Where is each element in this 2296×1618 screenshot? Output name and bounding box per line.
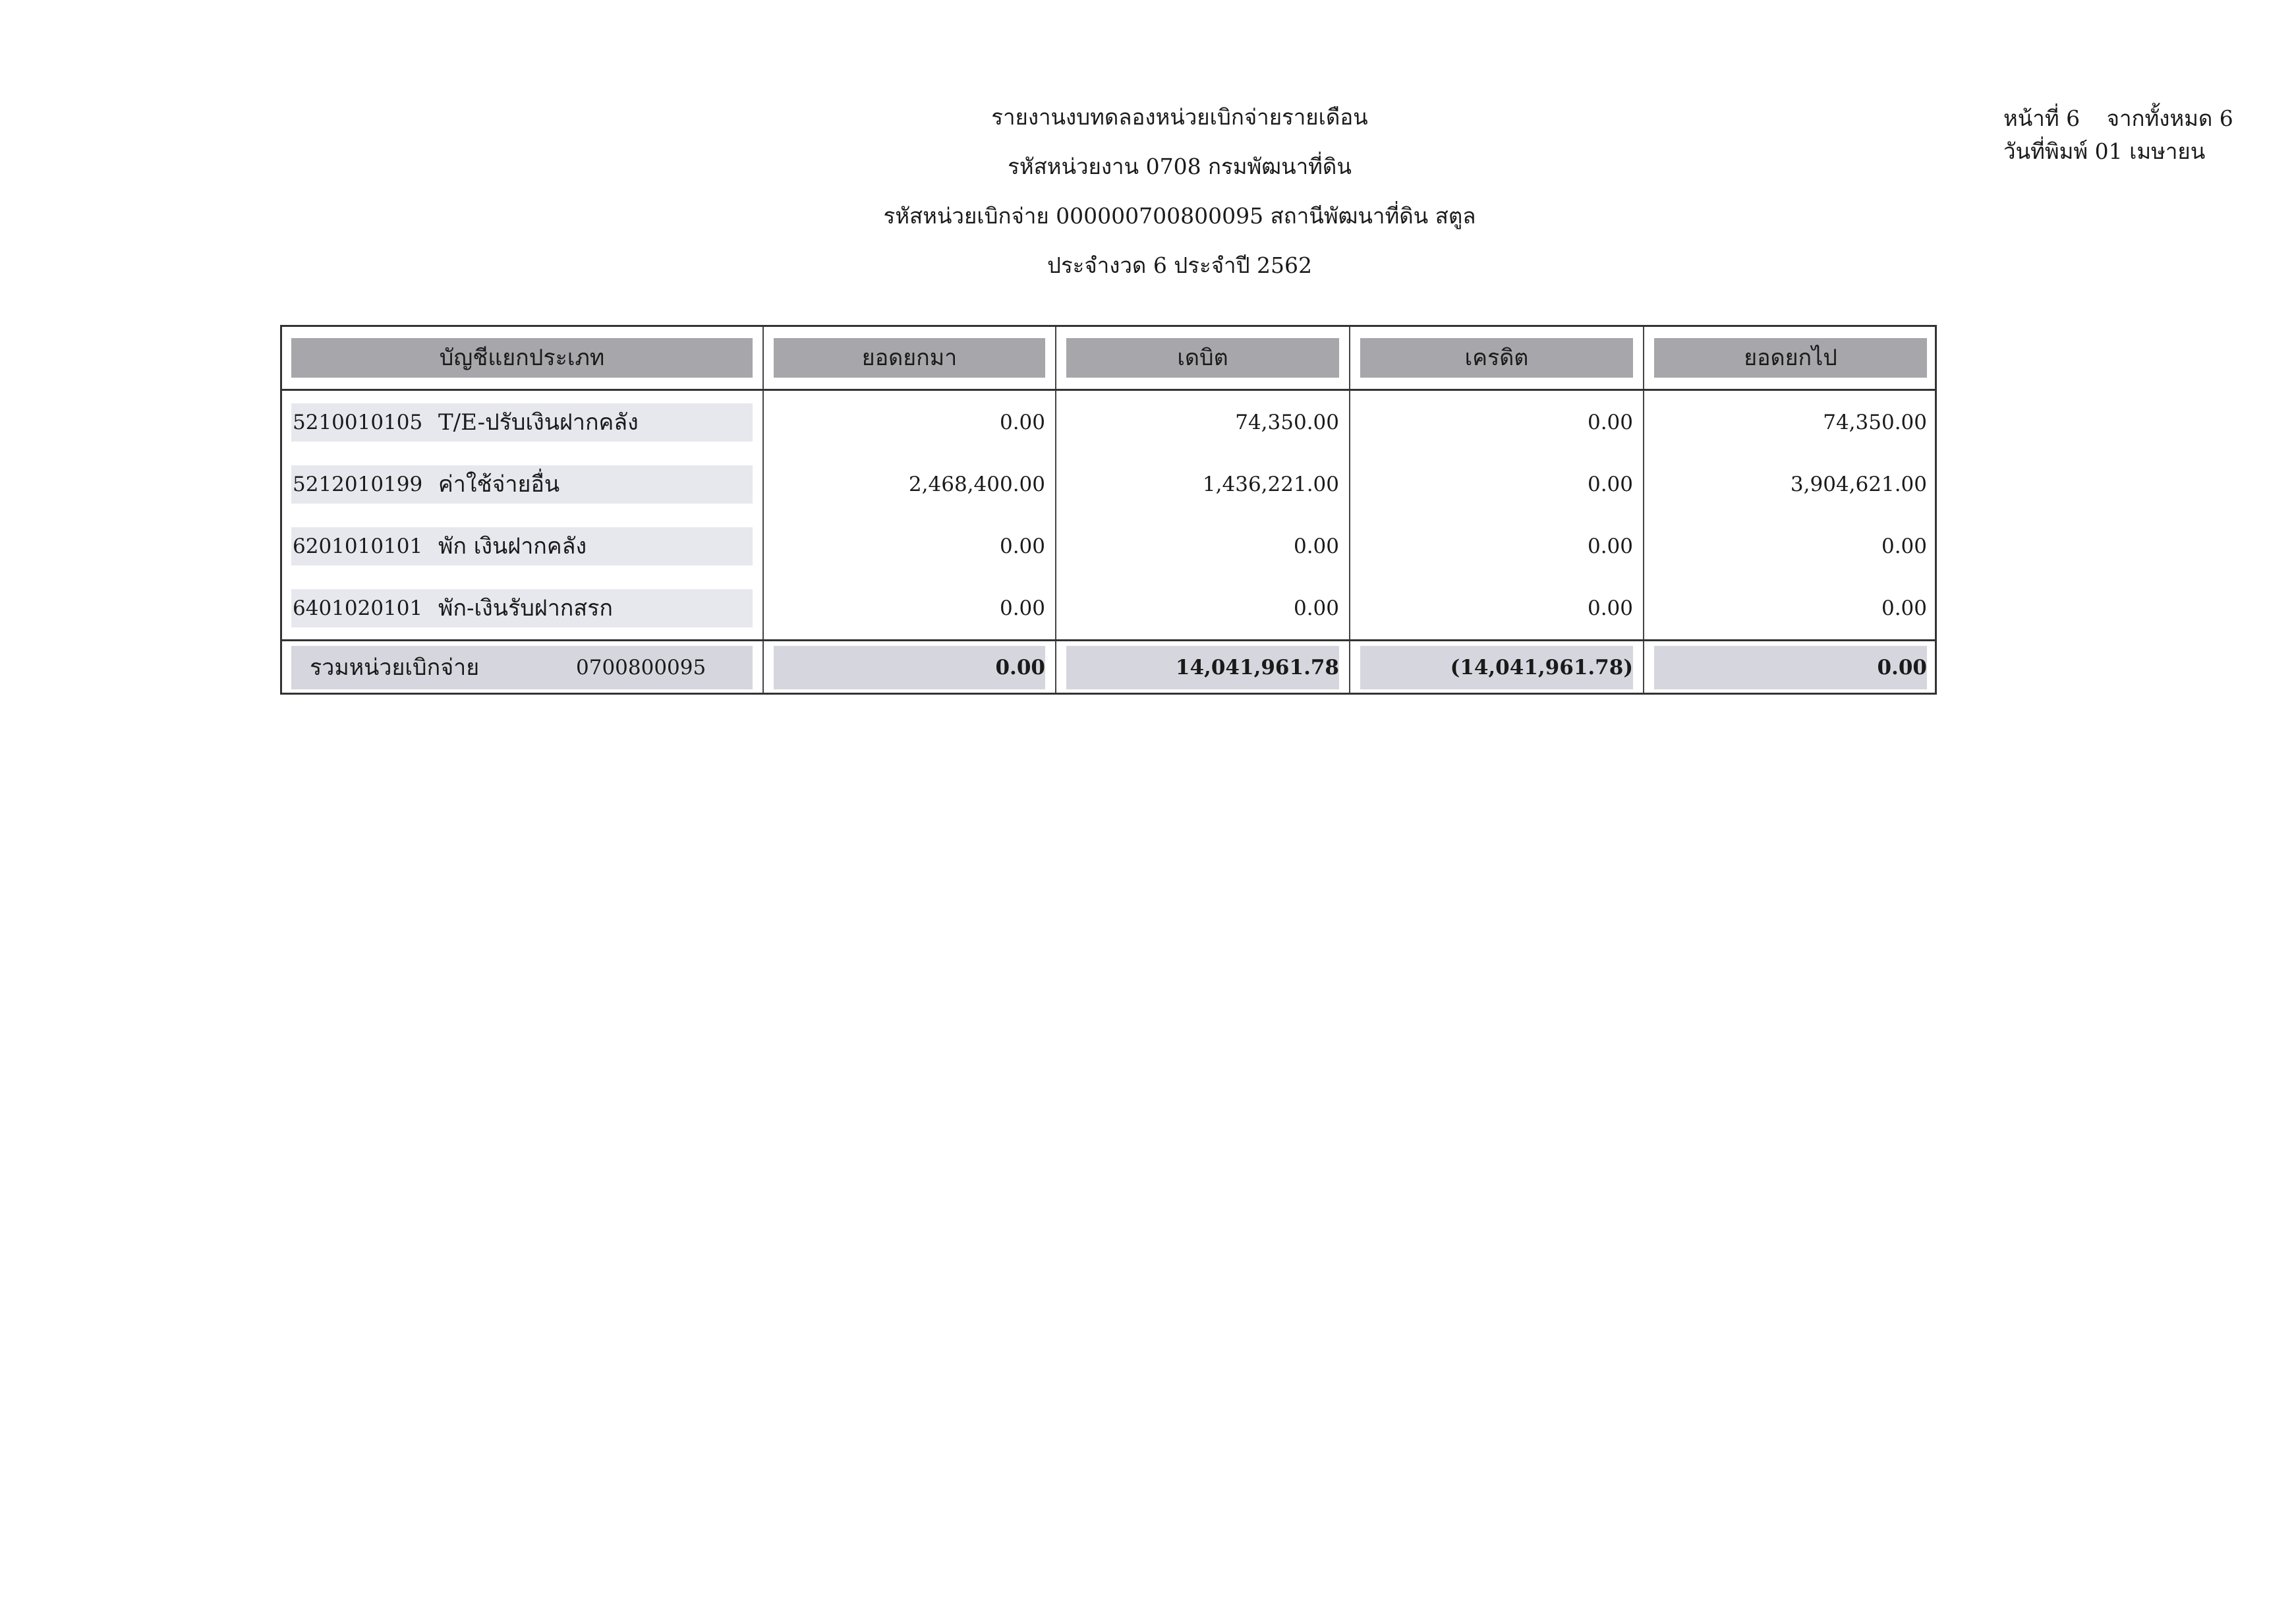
total-unit-code: 0700800095 xyxy=(576,656,706,679)
header-divider xyxy=(282,389,1935,391)
account-code: 5212010199 xyxy=(293,473,423,496)
header-credit: เครดิต xyxy=(1360,338,1633,378)
total-debit: 14,041,961.78 xyxy=(1175,656,1339,679)
brought-forward-value: 0.00 xyxy=(999,535,1045,558)
period-line: ประจำงวด 6 ประจำปี 2562 xyxy=(1047,252,1312,278)
carried-forward-value: 0.00 xyxy=(1881,535,1927,558)
debit-value: 0.00 xyxy=(1293,535,1339,558)
total-carried-forward: 0.00 xyxy=(1877,656,1927,679)
total-brought-forward: 0.00 xyxy=(995,656,1045,679)
header-debit: เดบิต xyxy=(1066,338,1339,378)
account-code: 6201010101 xyxy=(293,535,423,558)
account-name: ค่าใช้จ่ายอื่น xyxy=(438,471,560,498)
header-brought-forward: ยอดยกมา xyxy=(774,338,1045,378)
carried-forward-value: 3,904,621.00 xyxy=(1790,473,1927,496)
credit-value: 0.00 xyxy=(1587,473,1633,496)
account-name: พัก-เงินรับฝากสรก xyxy=(438,595,613,621)
column-divider xyxy=(1055,327,1056,693)
total-pages-label: จากทั้งหมด xyxy=(2106,105,2213,131)
column-divider xyxy=(762,327,764,693)
disbursing-unit-line: รหัสหน่วยเบิกจ่าย 000000700800095 สถานีพัฒนาที่ดิน สตูล xyxy=(883,203,1476,229)
header-account: บัญชีแยกประเภท xyxy=(291,338,753,378)
page-info xyxy=(2003,102,2233,168)
page-number: 6 xyxy=(2066,105,2081,131)
column-divider xyxy=(1349,327,1350,693)
debit-value: 74,350.00 xyxy=(1235,411,1339,434)
carried-forward-value: 0.00 xyxy=(1881,596,1927,620)
carried-forward-value: 74,350.00 xyxy=(1823,411,1927,434)
brought-forward-value: 2,468,400.00 xyxy=(908,473,1045,496)
column-divider xyxy=(1643,327,1644,693)
total-label: รวมหน่วยเบิกจ่าย xyxy=(310,654,480,681)
page-label: หน้าที่ xyxy=(2003,105,2059,131)
agency-line: รหัสหน่วยงาน 0708 กรมพัฒนาที่ดิน xyxy=(1008,154,1352,179)
account-code: 6401020101 xyxy=(293,596,423,620)
print-date-line xyxy=(2003,135,2233,168)
print-date-label: วันที่พิมพ์ xyxy=(2003,138,2088,164)
report-title: รายงานงบทดลองหน่วยเบิกจ่ายรายเดือน xyxy=(991,104,1368,130)
header-carried-forward: ยอดยกไป xyxy=(1654,338,1927,378)
credit-value: 0.00 xyxy=(1587,411,1633,434)
brought-forward-value: 0.00 xyxy=(999,596,1045,620)
account-name: T/E-ปรับเงินฝากคลัง xyxy=(438,409,639,436)
total-divider xyxy=(282,639,1935,641)
debit-value: 0.00 xyxy=(1293,596,1339,620)
trial-balance-table xyxy=(280,325,1937,695)
print-date: 01 เมษายน xyxy=(2094,138,2206,164)
report-header xyxy=(0,92,2296,290)
brought-forward-value: 0.00 xyxy=(999,411,1045,434)
debit-value: 1,436,221.00 xyxy=(1202,473,1339,496)
credit-value: 0.00 xyxy=(1587,596,1633,620)
total-pages: 6 xyxy=(2219,105,2233,131)
page-number-line xyxy=(2003,102,2233,135)
credit-value: 0.00 xyxy=(1587,535,1633,558)
total-credit: (14,041,961.78) xyxy=(1450,656,1633,679)
account-name: พัก เงินฝากคลัง xyxy=(438,533,587,560)
account-code: 5210010105 xyxy=(293,411,423,434)
